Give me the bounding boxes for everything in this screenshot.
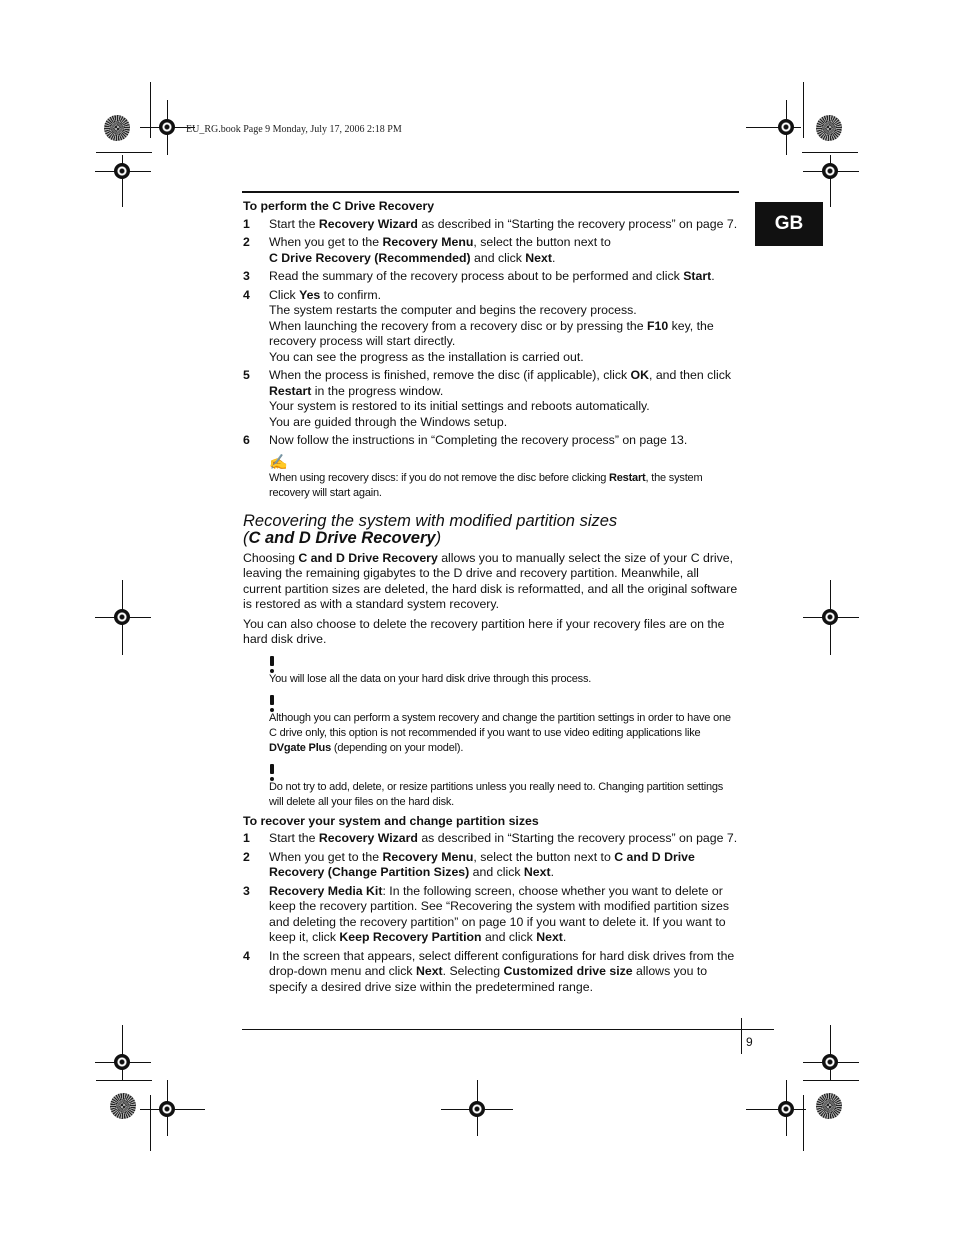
step-text: When you get to the Recovery Menu, select the button next to C Drive Recovery (Recommended) and click Next. (269, 235, 611, 265)
list-item (243, 235, 739, 266)
registration-mark (822, 163, 838, 179)
exclamation-icon (270, 764, 274, 780)
warning-block: Do not try to add, delete, or resize partitions unless you really need to. Changing partition settings will delete all your files on the hard disk. (269, 764, 739, 810)
list-item (243, 433, 739, 449)
color-registration-rose (816, 115, 842, 141)
step-text: Recovery Media Kit: In the following screen, choose whether you want to delete or keep the recovery partition. See “Recovering the system with modified partition sizes and deleting the recovery partition” on page 10 if you want to delete it. If you want to keep it, click Keep Recovery Partition and click Next. (269, 883, 729, 944)
step-text: Start the Recovery Wizard as described in “Starting the recovery process” on page 7. (269, 831, 738, 845)
step-number: 5 (243, 368, 250, 382)
step-text: In the screen that appears, select different configurations for hard disk drives from the drop-down menu and click Next. Selecting Customized drive size allows you to specify a desired drive size within the predetermined range. (269, 948, 735, 994)
step-text: When the process is finished, remove the disc (if applicable), click OK, and then click Restart in the progress window. Your system is restored to its initial settings and reboots automatically. You are guided through the Windows setup. (269, 368, 732, 429)
section-heading-change-partition: To recover your system and change partition sizes (243, 813, 539, 828)
step-text: When you get to the Recovery Menu, select the button next to C and D Drive Recovery (Change Partition Sizes) and click Next. (269, 849, 695, 879)
list-item (243, 368, 739, 430)
pencil-note-icon: ✍ (269, 453, 288, 471)
registration-mark (822, 609, 838, 625)
print-slug: EU_RG.book Page 9 Monday, July 17, 2006 2:18 PM (186, 124, 402, 135)
step-text: Read the summary of the recovery process about to be performed and click Start. (269, 269, 715, 283)
footer-rule (242, 1029, 774, 1030)
registration-mark (114, 163, 130, 179)
list-item (243, 217, 739, 233)
header-rule (242, 191, 739, 193)
registration-mark (159, 1101, 175, 1117)
step-number: 4 (243, 287, 250, 302)
step-number: 3 (243, 269, 250, 283)
step-number: 4 (243, 948, 250, 963)
language-tab: GB (755, 202, 823, 246)
list-item (243, 831, 739, 847)
exclamation-icon (270, 695, 274, 711)
list-item (243, 884, 739, 946)
exclamation-icon (270, 656, 274, 672)
list-item (243, 949, 739, 996)
warning-block: Although you can perform a system recovery and change the partition settings in order to have one C drive only, this option is not recommended if you want to use video editing applications like DVgate Plus (depending on your model). (269, 695, 739, 756)
registration-mark (114, 1054, 130, 1070)
color-registration-rose (816, 1093, 842, 1119)
note-block: ✍ When using recovery discs: if you do not remove the disc before clicking Restart, the system recovery will start again. (269, 455, 739, 501)
registration-mark (159, 119, 175, 135)
registration-mark (822, 1054, 838, 1070)
paragraph: Choosing C and D Drive Recovery allows you to manually select the size of your C drive, leaving the remaining gigabytes to the D drive and recovery partition. Meanwhile, all current partition sizes are deleted, the hard disk is reformatted, and all the original software is restored as with a standard system recovery. (243, 550, 738, 611)
registration-mark (778, 1101, 794, 1117)
step-text: Start the Recovery Wizard as described in “Starting the recovery process” on page 7. (269, 216, 738, 231)
step-number: 3 (243, 883, 250, 898)
step-number: 1 (243, 216, 250, 231)
color-registration-rose (104, 115, 130, 141)
step-number: 1 (243, 831, 250, 845)
step-number: 6 (243, 433, 250, 447)
color-registration-rose (110, 1093, 136, 1119)
registration-mark (469, 1101, 485, 1117)
page-content (243, 199, 739, 998)
section-title-partition: Recovering the system with modified partition sizes (C and D Drive Recovery) (243, 511, 618, 547)
registration-mark (114, 609, 130, 625)
list-item (243, 850, 739, 881)
step-text: Now follow the instructions in “Completing the recovery process” on page 13. (269, 433, 688, 447)
step-number: 2 (243, 235, 250, 249)
step-number: 2 (243, 849, 250, 864)
paragraph: You can also choose to delete the recovery partition here if your recovery files are on the hard disk drive. (243, 616, 725, 646)
step-text: Click Yes to confirm. The system restarts the computer and begins the recovery process. When launching the recovery from a recovery disc or by pressing the F10 key, the recovery process will start directly. You can see the progress as the installation is carried out. (269, 287, 714, 364)
footer-divider (741, 1018, 742, 1054)
registration-mark (778, 119, 794, 135)
list-item (243, 269, 739, 285)
section-heading-c-drive: To perform the C Drive Recovery (243, 199, 435, 213)
page-number: 9 (746, 1035, 753, 1049)
list-item (243, 288, 739, 366)
warning-block: You will lose all the data on your hard disk drive through this process. (269, 656, 739, 687)
